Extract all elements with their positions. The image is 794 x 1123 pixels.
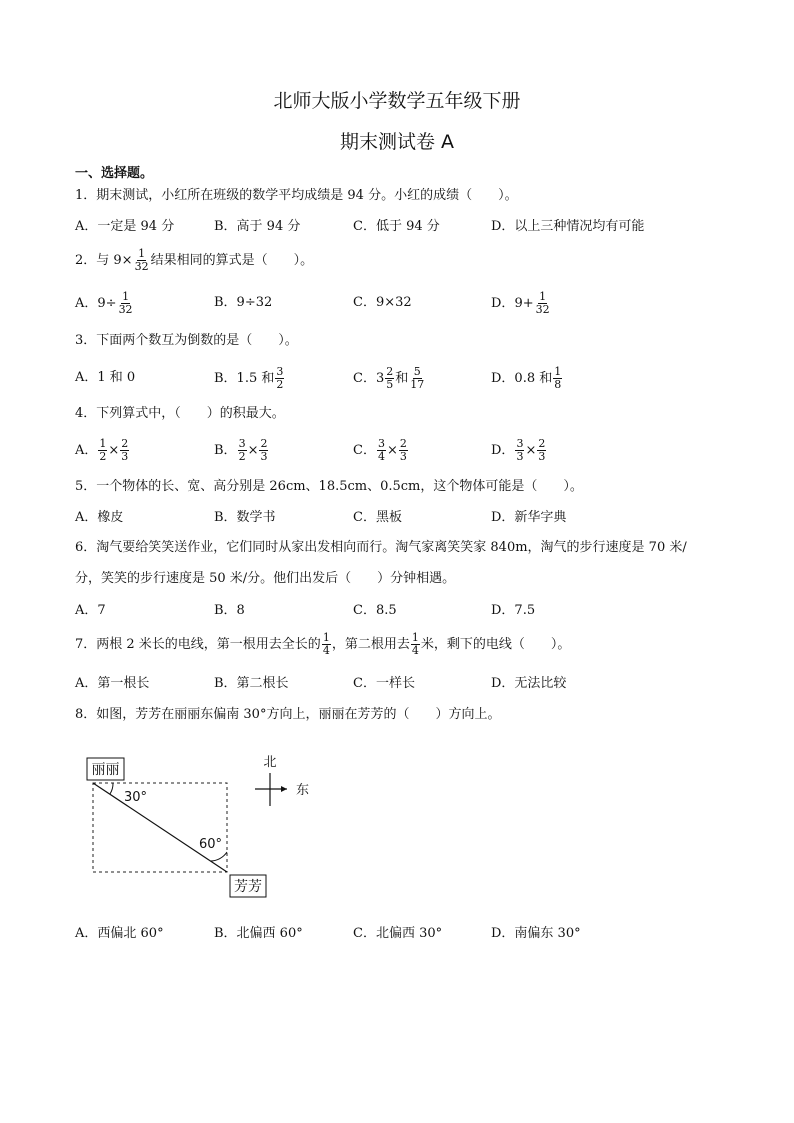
times-sign: ×: [247, 442, 259, 458]
lili-label: 丽丽: [91, 762, 120, 778]
fraction-numerator: 2: [386, 365, 394, 378]
question-7-option-b: B．第二根长: [214, 676, 289, 691]
fraction-numerator: 2: [399, 437, 407, 450]
question-8-stem: 8．如图，芳芳在丽丽东偏南 30°方向上，丽丽在芳芳的（ ）方向上。: [75, 707, 501, 722]
fraction-denominator: 32: [535, 303, 550, 316]
north-label: 北: [263, 755, 277, 770]
question-6-line-2: 分，笑笑的步行速度是 50 米/分。他们出发后（ ）分钟相遇。: [75, 571, 456, 586]
fraction-numerator: 2: [538, 437, 546, 450]
fraction-denominator: 4: [322, 644, 330, 657]
question-2-prefix: 2．与 9×: [75, 252, 133, 268]
fraction-denominator: 2: [276, 378, 284, 391]
section-heading: 一、选择题。: [75, 166, 154, 181]
question-8-option-d: D．南偏东 30°: [491, 926, 581, 941]
fraction-numerator: 3: [276, 365, 284, 378]
question-5-option-c: C．黑板: [353, 510, 402, 525]
fraction-numerator: 1: [539, 290, 547, 303]
fraction-denominator: 3: [260, 450, 268, 463]
option-label: A．: [75, 442, 98, 458]
question-7-part-1: 7．两根 2 米长的电线，第一根用去全长的: [75, 636, 321, 652]
fraction-numerator: 1: [554, 365, 562, 378]
east-label: 东: [296, 783, 310, 798]
question-6-option-d: D．7.5: [491, 603, 536, 618]
fraction-denominator: 8: [554, 378, 562, 391]
question-7-part-3: 米，剩下的电线（ ）。: [420, 636, 571, 652]
option-label: C．: [353, 370, 376, 386]
question-2-suffix: 结果相同的算式是（ ）。: [150, 252, 314, 268]
question-6-line-1: 6．淘气要给笑笑送作业，它们同时从家出发相向而行。淘气家离笑笑家 840m，淘气的步行速度是 70 米/: [75, 540, 687, 555]
fangfang-label: 芳芳: [234, 879, 262, 895]
option-label: A．: [75, 295, 98, 311]
fraction-numerator: 2: [260, 437, 268, 450]
option-label: C．: [353, 442, 376, 458]
question-8-option-c: C．北偏西 30°: [353, 926, 443, 941]
question-8-options: [75, 922, 715, 946]
question-8-option-a: A．西偏北 60°: [75, 926, 164, 941]
angle-arc-bottom: [210, 852, 227, 861]
question-1-option-d: D．以上三种情况均有可能: [491, 219, 645, 234]
option-expression: 9÷: [97, 295, 117, 311]
question-1-option-a: A．一定是 94 分: [75, 219, 175, 234]
fraction-numerator: 1: [99, 437, 107, 450]
question-7-option-d: D．无法比较: [491, 676, 567, 691]
question-7-part-2: ，第二根用去: [331, 636, 410, 652]
question-7-option-c: C．一样长: [353, 676, 415, 691]
page-title: 北师大版小学数学五年级下册: [273, 90, 521, 112]
question-4-stem: 4．下列算式中，（ ）的积最大。: [75, 406, 285, 421]
question-8-option-b: B．北偏西 60°: [214, 926, 303, 941]
question-6-option-b: B．8: [214, 603, 245, 618]
angle-arc-top: [110, 783, 113, 794]
option-label: B．1.5 和: [214, 370, 275, 386]
angle-label-top: 30°: [124, 790, 148, 805]
fraction-numerator: 3: [377, 437, 385, 450]
times-sign: ×: [108, 442, 120, 458]
fraction-denominator: 3: [121, 450, 129, 463]
question-7-option-a: A．第一根长: [75, 676, 150, 691]
question-6-option-a: A．7: [75, 603, 106, 618]
angle-label-bottom: 60°: [199, 837, 223, 852]
question-5-stem: 5．一个物体的长、宽、高分别是 26cm、18.5cm、0.5cm，这个物体可能是（ ）。: [75, 479, 583, 494]
times-sign: ×: [386, 442, 398, 458]
fraction-denominator: 32: [134, 260, 149, 273]
times-sign: ×: [525, 442, 537, 458]
option-label: D．: [491, 295, 515, 311]
option-expression: 9+: [514, 295, 534, 311]
question-3-stem: 3．下面两个数互为倒数的是（ ）。: [75, 333, 298, 348]
fraction-denominator: 3: [399, 450, 407, 463]
mixed-whole: 3: [375, 370, 385, 386]
fraction-numerator: 1: [138, 247, 146, 260]
question-1-stem: 1．期末测试，小红所在班级的数学平均成绩是 94 分。小红的成绩（ ）。: [75, 188, 518, 203]
question-3-option-a: A．1 和 0: [75, 370, 136, 385]
fraction-denominator: 2: [238, 450, 246, 463]
question-5-option-a: A．橡皮: [75, 510, 124, 525]
fraction-denominator: 2: [99, 450, 107, 463]
fraction-numerator: 1: [122, 290, 130, 303]
question-1-option-c: C．低于 94 分: [353, 219, 440, 234]
fraction-denominator: 5: [386, 378, 394, 391]
question-5-option-d: D．新华字典: [491, 510, 567, 525]
diagonal-line: [93, 783, 227, 872]
fraction-numerator: 3: [516, 437, 524, 450]
fraction-numerator: 1: [322, 631, 330, 644]
question-5-option-b: B．数学书: [214, 510, 276, 525]
option-label: D．: [491, 442, 515, 458]
fraction-numerator: 5: [413, 365, 421, 378]
option-connector: 和: [395, 370, 409, 386]
question-2-option-b: B．9÷32: [214, 295, 273, 310]
question-6-option-c: C．8.5: [353, 603, 397, 618]
east-arrow-icon: [281, 786, 287, 792]
option-label: B．: [214, 442, 237, 458]
question-2-option-c: C．9×32: [353, 295, 412, 310]
fraction-denominator: 4: [377, 450, 385, 463]
fraction-numerator: 3: [238, 437, 246, 450]
fraction-denominator: 3: [516, 450, 524, 463]
page-subtitle: 期末测试卷 A: [339, 131, 455, 153]
fraction-denominator: 3: [538, 450, 546, 463]
option-label: D．0.8 和: [491, 370, 553, 386]
fraction-numerator: 2: [121, 437, 129, 450]
fraction-denominator: 32: [118, 303, 133, 316]
fraction-denominator: 4: [411, 644, 419, 657]
fraction-numerator: 1: [411, 631, 419, 644]
fraction-denominator: 17: [410, 378, 425, 391]
question-1-option-b: B．高于 94 分: [214, 219, 301, 234]
